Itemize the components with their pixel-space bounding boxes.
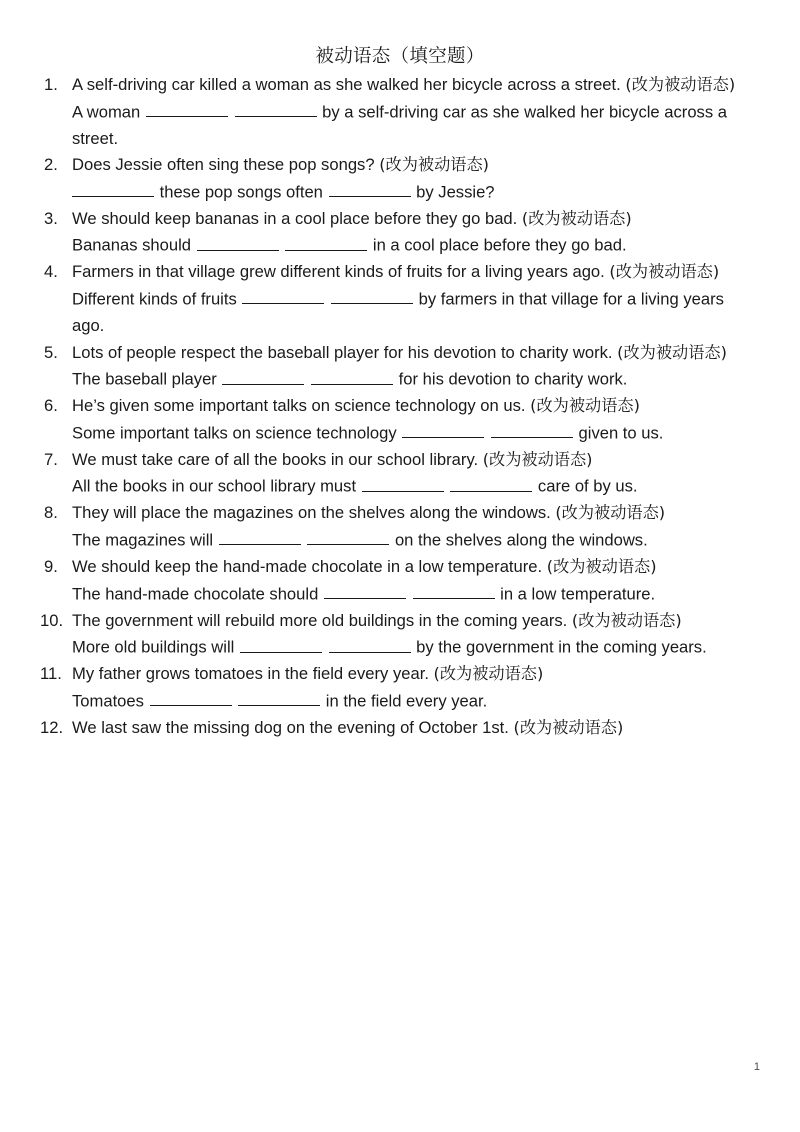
question-number: 7. [44,449,58,469]
fill-in-blank[interactable] [222,366,304,384]
answer-text-after: by a self-driving car as she walked her bicycle across a street. [72,102,727,148]
page-title: 被动语态（填空题） [315,45,485,66]
fill-in-blank[interactable] [146,99,228,117]
question-item [0,447,800,501]
question-prompt-text: They will place the magazines on the shelves along the windows. [72,503,556,523]
answer-text-before: More old buildings will [72,637,239,657]
question-item [0,72,800,152]
question-instruction-tag: (改为被动语态) [521,208,632,228]
answer-text-middle [323,638,328,657]
fill-in-blank[interactable] [402,420,484,438]
fill-in-blank[interactable] [219,527,301,545]
question-item [0,393,800,447]
question-number: 9. [44,557,58,577]
question-prompt [72,259,748,286]
answer-line [72,286,748,340]
answer-text-middle [305,370,310,389]
page-number: 1 [753,1061,760,1073]
question-prompt-text: The government will rebuild more old buildings in the coming years. [72,610,572,630]
answer-text-after: in the field every year. [321,691,488,711]
fill-in-blank[interactable] [329,179,411,197]
answer-text-after: by farmers in that village for a living years ago. [72,289,724,336]
fill-in-blank[interactable] [491,420,573,438]
question-prompt [72,715,748,742]
question-prompt [72,554,748,581]
answer-text-middle [485,423,490,442]
question-number: 3. [44,208,58,228]
fill-in-blank[interactable] [307,527,389,545]
fill-in-blank[interactable] [329,634,411,652]
answer-text-after: for his devotion to charity work. [394,369,628,389]
question-instruction-tag: (改为被动语态) [625,75,736,94]
question-instruction-tag: (改为被动语态) [609,262,720,282]
question-number: 5. [44,342,58,362]
fill-in-blank[interactable] [324,581,406,599]
answer-text-middle [407,584,412,603]
fill-in-blank[interactable] [242,286,324,304]
answer-text-after: by Jessie? [411,182,495,202]
question-item [0,715,800,742]
fill-in-blank[interactable] [331,286,413,304]
question-prompt-text: We last saw the missing dog on the evening of October 1st. [72,717,514,737]
answer-text-middle [325,289,330,308]
fill-in-blank[interactable] [238,688,320,706]
question-prompt [72,72,748,99]
question-prompt [72,661,748,688]
question-instruction-tag: (改为被动语态) [513,717,624,737]
fill-in-blank[interactable] [311,366,393,384]
question-number: 11. [40,664,62,684]
question-prompt [72,447,748,474]
question-prompt-text: We must take care of all the books in our school library. [72,449,483,469]
question-instruction-tag: (改为被动语态) [530,396,640,416]
answer-line [72,420,748,447]
question-item [0,152,800,206]
question-prompt [72,206,748,233]
fill-in-blank[interactable] [450,473,532,491]
question-prompt-text: A self-driving car killed a woman as she walked her bicycle across a street. [72,75,626,94]
answer-text-after: on the shelves along the windows. [390,530,648,550]
answer-text-before: Different kinds of fruits [72,289,242,309]
answer-text-before: A woman [72,102,145,122]
answer-text-after: in a cool place before they go bad. [368,235,627,255]
question-number: 10. [40,610,64,630]
answer-text-after: by the government in the coming years. [411,637,707,657]
question-number: 12. [40,717,64,737]
fill-in-blank[interactable] [413,581,495,599]
answer-text-before: The magazines will [72,530,218,550]
answer-line [72,527,748,554]
answer-text-before: All the books in our school library must [72,476,361,496]
answer-text-middle [233,691,238,710]
answer-text-before: Some important talks on science technology [72,423,402,443]
question-prompt-text: He’s given some important talks on science technology on us. [72,396,531,416]
answer-text-after: care of by us. [533,476,638,496]
answer-line [72,232,748,259]
question-item [0,206,800,260]
question-number: 8. [44,503,58,523]
answer-line [72,688,748,715]
question-instruction-tag: (改为被动语态) [555,503,666,523]
question-list [0,72,800,741]
question-prompt [72,608,748,635]
answer-text-before: Tomatoes [72,691,149,711]
answer-line [72,179,748,206]
fill-in-blank[interactable] [235,99,317,117]
question-instruction-tag: (改为被动语态) [433,664,544,684]
answer-text-middle: these pop songs often [155,182,328,202]
question-prompt-text: Farmers in that village grew different kinds of fruits for a living years ago. [72,262,610,282]
question-instruction-tag: (改为被动语态) [482,449,593,469]
question-prompt-text: We should keep the hand-made chocolate in a low temperature. [72,557,547,577]
fill-in-blank[interactable] [197,232,279,250]
question-item [0,608,800,662]
answer-text-after: in a low temperature. [495,584,656,604]
answer-line [72,581,748,608]
question-item [0,259,800,339]
question-item [0,340,800,394]
answer-line [72,473,748,500]
question-prompt [72,393,748,420]
fill-in-blank[interactable] [285,232,367,250]
question-instruction-tag: (改为被动语态) [571,610,682,630]
question-instruction-tag: (改为被动语态) [617,342,727,362]
question-number: 4. [44,262,58,282]
fill-in-blank[interactable] [72,179,154,197]
answer-line [72,99,748,153]
question-number: 2. [44,155,58,175]
answer-text-middle [229,102,234,121]
answer-text-after: given to us. [573,423,664,443]
question-prompt [72,500,748,527]
question-instruction-tag: (改为被动语态) [379,155,489,175]
answer-line [72,634,748,661]
question-number: 1. [44,75,58,94]
fill-in-blank[interactable] [240,634,322,652]
answer-line [72,366,748,393]
answer-text-middle [280,236,285,255]
question-prompt [72,340,748,367]
question-item [0,554,800,608]
fill-in-blank[interactable] [362,473,444,491]
question-item [0,500,800,554]
answer-text-before: Bananas should [72,235,196,255]
answer-text-before: The hand-made chocolate should [72,584,323,604]
answer-text-middle [445,477,450,496]
question-prompt [72,152,748,179]
question-number: 6. [44,396,58,416]
question-prompt-text: My father grows tomatoes in the field every year. [72,664,434,684]
answer-text-before: The baseball player [72,369,222,389]
question-item [0,661,800,715]
question-prompt-text: Lots of people respect the baseball player for his devotion to charity work. [72,342,618,362]
question-prompt-text: Does Jessie often sing these pop songs? [72,155,380,175]
fill-in-blank[interactable] [150,688,232,706]
answer-text-middle [302,530,307,549]
question-prompt-text: We should keep bananas in a cool place before they go bad. [72,208,522,228]
question-instruction-tag: (改为被动语态) [546,557,657,577]
